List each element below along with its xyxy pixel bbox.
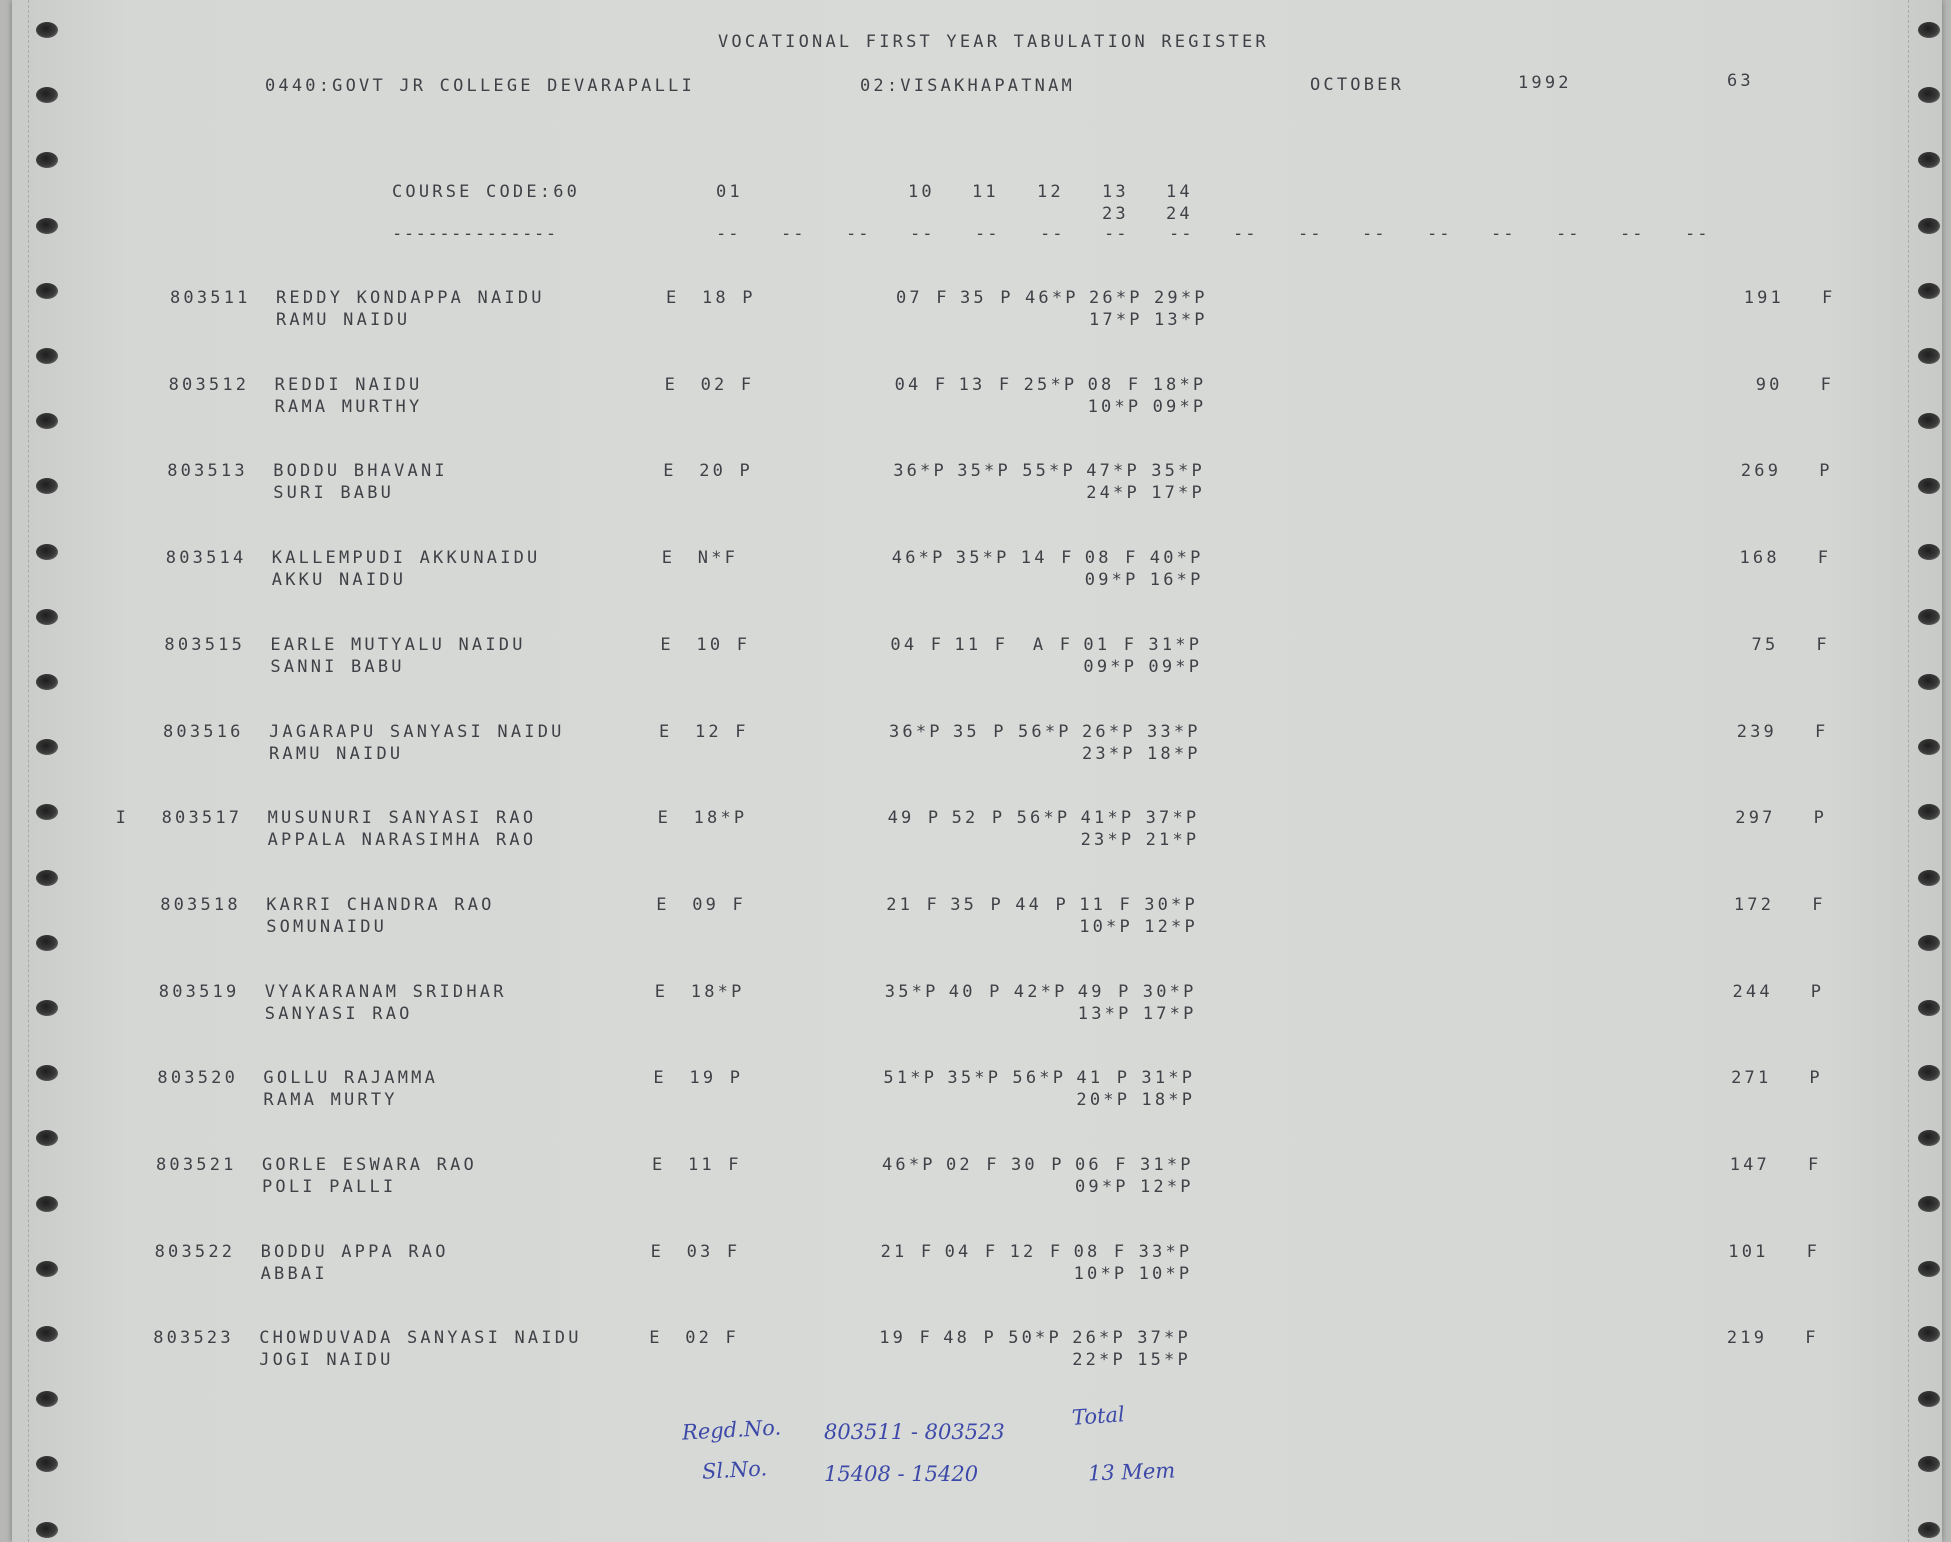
tractor-hole [36,87,58,103]
marks-23: 24*P [1086,483,1140,504]
marks-23: 10*P [1079,916,1133,937]
result-status: F [1822,288,1836,308]
marks-10: 49 P [887,808,942,829]
father-name: RAMA MURTY [263,1090,398,1111]
marks-12: 56*P [1012,1068,1067,1089]
total-marks: 168 [1739,548,1780,569]
marks-11: 11 F [954,634,1009,655]
result-status: F [1812,894,1826,915]
tractor-hole [1918,87,1940,103]
marks-01: 09 F [692,894,746,915]
medium-code: E [657,808,672,829]
marks-13: 41*P [1080,808,1135,829]
student-name: GORLE ESWARA RAO [262,1155,477,1175]
marks-13: 41 P [1076,1068,1131,1089]
student-name: JAGARAPU SANYASI NAIDU [269,721,565,742]
tractor-hole [36,1130,58,1146]
father-name: ABBAI [260,1263,328,1284]
marks-11: 35*P [957,461,1011,482]
marks-12: 30 P [1011,1155,1065,1175]
column-12: 12 [1037,182,1064,202]
marks-11: 40 P [948,981,1003,1002]
marks-12: 25*P [1023,374,1078,395]
student-name: VYAKARANAM SRIDHAR [264,981,507,1002]
father-name: RAMU NAIDU [269,743,404,764]
tractor-hole [1918,22,1940,38]
result-status: P [1810,981,1825,1002]
registration-number: 803519 [158,981,240,1002]
marks-12: 42*P [1013,981,1068,1002]
medium-code: E [653,1068,667,1089]
student-record-row [0,1155,1951,1199]
marks-10: 21 F [886,894,940,915]
marks-01: 18*P [693,808,748,829]
marks-12: 12 F [1009,1241,1064,1262]
registration-number: 803514 [165,548,247,569]
tractor-hole [1918,152,1940,168]
student-record-row [0,895,1951,939]
tractor-hole [1918,218,1940,234]
marks-01: 11 F [688,1155,742,1175]
marks-11: 13 F [958,374,1013,395]
result-status: F [1816,634,1830,655]
tractor-hole [36,218,58,234]
total-marks: 101 [1728,1241,1769,1262]
tractor-hole [1918,870,1940,886]
marks-23: 17*P [1089,310,1143,330]
marks-10: 07 F [896,288,950,308]
marks-13: 08 F [1087,374,1142,395]
marks-10: 46*P [882,1155,936,1175]
marks-14: 31*P [1141,1068,1196,1089]
handwritten-member-count: 13 Mem [1087,1458,1176,1486]
marks-13: 47*P [1086,461,1140,482]
result-status: F [1805,1328,1819,1349]
marks-12: 44 P [1015,894,1069,915]
father-name: JOGI NAIDU [259,1350,394,1371]
father-name: SOMUNAIDU [266,916,388,937]
marks-24: 09*P [1148,656,1203,677]
column-separator: -- [716,224,741,244]
perforation-line-left [28,0,30,1542]
column-24: 24 [1166,204,1193,224]
course-code: COURSE CODE:60 [392,182,581,202]
student-name: KARRI CHANDRA RAO [266,894,495,915]
registration-number: 803520 [157,1068,238,1089]
marks-12: 56*P [1018,721,1072,742]
column-separator: -- [1427,224,1452,244]
student-record-row [0,548,1951,592]
total-marks: 271 [1731,1068,1772,1089]
tractor-holes-left [36,0,66,1542]
medium-code: E [659,721,673,742]
marks-01: 18*P [690,981,745,1002]
medium-code: E [663,461,677,482]
result-status: P [1809,1068,1823,1089]
registration-number: 803518 [160,894,241,915]
father-name: SANNI BABU [270,656,405,677]
father-name: SURI BABU [273,483,395,504]
marks-24: 12*P [1144,916,1198,937]
column-separator: -- [910,224,935,244]
marks-14: 33*P [1147,721,1201,742]
marks-13: 08 F [1073,1241,1128,1262]
marks-13: 49 P [1077,981,1132,1002]
registration-number: 803517 [161,808,243,829]
tractor-hole [1918,1130,1940,1146]
column-separator: -- [1169,224,1194,244]
total-marks: 239 [1736,721,1777,742]
column-separator: -- [846,224,871,244]
marks-13: 11 F [1079,894,1133,915]
marks-23: 09*P [1075,1177,1129,1197]
marks-24: 12*P [1140,1177,1194,1197]
marks-11: 48 P [943,1328,997,1349]
total-marks: 244 [1732,981,1773,1002]
marks-14: 31*P [1148,634,1203,655]
marks-11: 52 P [951,808,1006,829]
marks-12: 56*P [1016,808,1071,829]
father-name: AKKU NAIDU [271,570,407,591]
result-status: F [1806,1241,1821,1262]
register-title: VOCATIONAL FIRST YEAR TABULATION REGISTER [718,32,1269,52]
marks-24: 18*P [1147,743,1201,764]
marks-12: 55*P [1022,461,1076,482]
registration-number: 803521 [156,1155,237,1175]
column-separator: -- [1491,224,1516,244]
handwritten-sl-range: 15408 - 15420 [824,1462,979,1486]
marks-01: 18 P [702,288,756,308]
marks-13: 26*P [1082,721,1136,742]
marks-10: 46*P [891,548,946,569]
marks-13: 26*P [1072,1328,1126,1349]
medium-code: E [652,1155,666,1175]
medium-code: E [649,1328,663,1349]
student-name: REDDI NAIDU [274,374,423,395]
marks-13: 06 F [1075,1155,1129,1175]
student-name: KALLEMPUDI AKKUNAIDU [271,548,541,569]
perforation-line-right [1908,0,1910,1542]
total-marks: 269 [1740,461,1782,482]
student-record-row [0,1328,1951,1372]
marks-10: 35*P [884,981,939,1002]
marks-10: 04 F [894,374,949,395]
marks-10: 21 F [880,1241,935,1262]
total-marks: 172 [1733,894,1775,915]
student-record-row [0,1242,1951,1286]
registration-number: 803512 [168,374,250,395]
column-separator: -- [1620,224,1645,244]
registration-number: 803511 [170,288,251,308]
tractor-hole [1918,1391,1940,1407]
marks-23: 10*P [1073,1263,1128,1284]
registration-number: 803513 [167,461,248,482]
medium-code: E [654,981,669,1002]
district-name: 02:VISAKHAPATNAM [860,76,1075,96]
marks-24: 17*P [1151,483,1205,504]
marks-10: 19 F [879,1328,933,1349]
marks-14: 30*P [1142,981,1197,1002]
student-name: EARLE MUTYALU NAIDU [270,634,526,655]
marks-10: 04 F [890,634,945,655]
student-record-row [0,722,1951,766]
handwritten-sl-label: Sl.No. [701,1456,768,1484]
marks-01: 12 F [695,721,749,742]
record-flag: I [115,808,130,829]
result-status: P [1819,461,1833,482]
student-name: BODDU BHAVANI [273,461,448,482]
marks-23: 22*P [1072,1350,1126,1371]
column-14: 14 [1166,182,1193,202]
column-11: 11 [972,182,999,202]
student-name: BODDU APPA RAO [260,1241,449,1262]
registration-number: 803515 [164,634,245,655]
column-separator: -- [1104,224,1129,244]
father-name: POLI PALLI [262,1177,397,1197]
marks-01: 20 P [699,461,753,482]
medium-code: E [666,288,680,308]
marks-11: 04 F [944,1241,999,1262]
marks-13: 26*P [1089,288,1143,308]
tractor-hole [36,348,58,364]
marks-01: N*F [697,548,739,569]
marks-23: 23*P [1080,830,1135,851]
column-separator: -- [975,224,1000,244]
column-13: 13 [1102,182,1129,202]
marks-14: 18*P [1152,374,1207,395]
marks-13: 01 F [1083,634,1138,655]
marks-24: 17*P [1142,1003,1197,1024]
result-status: F [1815,721,1829,742]
marks-12: A F [1019,634,1074,655]
total-marks: 191 [1743,288,1784,308]
student-name: CHOWDUVADA SANYASI NAIDU [259,1328,582,1349]
marks-11: 02 F [946,1155,1000,1175]
marks-23: 09*P [1083,656,1138,677]
column-separator: -- [1233,224,1258,244]
marks-23: 20*P [1076,1090,1131,1111]
marks-24: 13*P [1154,310,1208,330]
tractor-hole [1918,1456,1940,1472]
marks-12: 14 F [1020,548,1075,569]
column-23: 23 [1102,204,1129,224]
tractor-hole [36,1456,58,1472]
marks-11: 35 P [953,721,1007,742]
medium-code: E [656,894,670,915]
exam-month: OCTOBER [1310,75,1405,95]
father-name: APPALA NARASIMHA RAO [267,830,537,851]
marks-14: 30*P [1144,894,1198,915]
tractor-hole [1918,1522,1940,1538]
marks-13: 08 F [1084,548,1139,569]
medium-code: E [661,548,676,569]
student-name: GOLLU RAJAMMA [263,1068,439,1089]
tractor-hole [36,1391,58,1407]
marks-01: 02 F [685,1328,739,1349]
tractor-hole [36,1522,58,1538]
student-record-row [0,288,1951,332]
marks-24: 21*P [1145,830,1200,851]
father-name: RAMU NAIDU [276,310,411,330]
student-record-row [0,375,1951,419]
marks-01: 19 P [689,1068,744,1089]
column-01: 01 [716,182,743,202]
marks-11: 35*P [947,1068,1002,1089]
total-marks: 75 [1751,634,1779,655]
marks-11: 35 P [950,894,1004,915]
marks-14: 31*P [1140,1155,1194,1175]
student-record-row [0,1068,1951,1112]
medium-code: E [660,634,674,655]
marks-10: 36*P [889,721,943,742]
course-code-underline: -------------- [392,224,558,244]
tractor-hole [36,870,58,886]
marks-24: 16*P [1149,570,1204,591]
column-separator: -- [1040,224,1065,244]
total-marks: 147 [1729,1155,1770,1175]
marks-01: 02 F [700,374,755,395]
student-record-row [0,635,1951,679]
result-status: P [1813,808,1828,829]
tractor-hole [1918,609,1940,625]
student-name: MUSUNURI SANYASI RAO [267,808,537,829]
student-record-row [0,982,1951,1026]
handwritten-total-label: Total [1071,1402,1126,1430]
column-10: 10 [908,182,935,202]
tractor-hole [36,609,58,625]
student-record-row [0,808,1951,852]
page-number: 63 [1727,71,1754,91]
total-marks: 90 [1755,374,1783,395]
marks-14: 33*P [1138,1241,1193,1262]
total-marks: 297 [1735,808,1776,829]
student-name: REDDY KONDAPPA NAIDU [276,288,545,308]
student-record-row [0,461,1951,505]
medium-code: E [650,1241,665,1262]
marks-14: 40*P [1149,548,1204,569]
registration-number: 803523 [153,1328,234,1349]
total-marks: 219 [1726,1328,1768,1349]
column-separator: -- [1685,224,1710,244]
marks-23: 09*P [1084,570,1139,591]
medium-code: E [664,374,679,395]
exam-year: 1992 [1518,73,1572,93]
father-name: RAMA MURTHY [274,396,423,417]
tractor-hole [36,152,58,168]
marks-12: 50*P [1008,1328,1062,1349]
tractor-hole [36,22,58,38]
marks-23: 10*P [1087,396,1142,417]
marks-24: 09*P [1152,396,1207,417]
handwritten-reg-range: 803511 - 803523 [824,1420,1005,1444]
college-name: 0440:GOVT JR COLLEGE DEVARAPALLI [265,76,695,96]
marks-11: 35 P [960,288,1014,308]
registration-number: 803522 [154,1241,236,1262]
tractor-hole [1918,348,1940,364]
result-status: F [1817,548,1832,569]
marks-12: 46*P [1025,288,1079,308]
column-separator: -- [1298,224,1323,244]
marks-23: 23*P [1082,743,1136,764]
marks-24: 10*P [1138,1263,1193,1284]
result-status: F [1820,374,1835,395]
marks-01: 03 F [686,1241,741,1262]
marks-14: 29*P [1154,288,1208,308]
father-name: SANYASI RAO [264,1003,413,1024]
marks-24: 15*P [1137,1350,1191,1371]
marks-10: 36*P [893,461,947,482]
handwritten-reg-label: Regd.No. [681,1415,782,1445]
marks-14: 37*P [1145,808,1200,829]
marks-14: 35*P [1151,461,1205,482]
marks-23: 13*P [1077,1003,1132,1024]
result-status: F [1808,1155,1822,1175]
marks-01: 10 F [696,634,751,655]
marks-24: 18*P [1141,1090,1196,1111]
marks-10: 51*P [883,1068,938,1089]
marks-11: 35*P [955,548,1010,569]
marks-14: 37*P [1137,1328,1191,1349]
registration-number: 803516 [163,721,244,742]
column-separator: -- [781,224,806,244]
column-separator: -- [1556,224,1581,244]
tractor-holes-right [1918,0,1948,1542]
column-separator: -- [1362,224,1387,244]
